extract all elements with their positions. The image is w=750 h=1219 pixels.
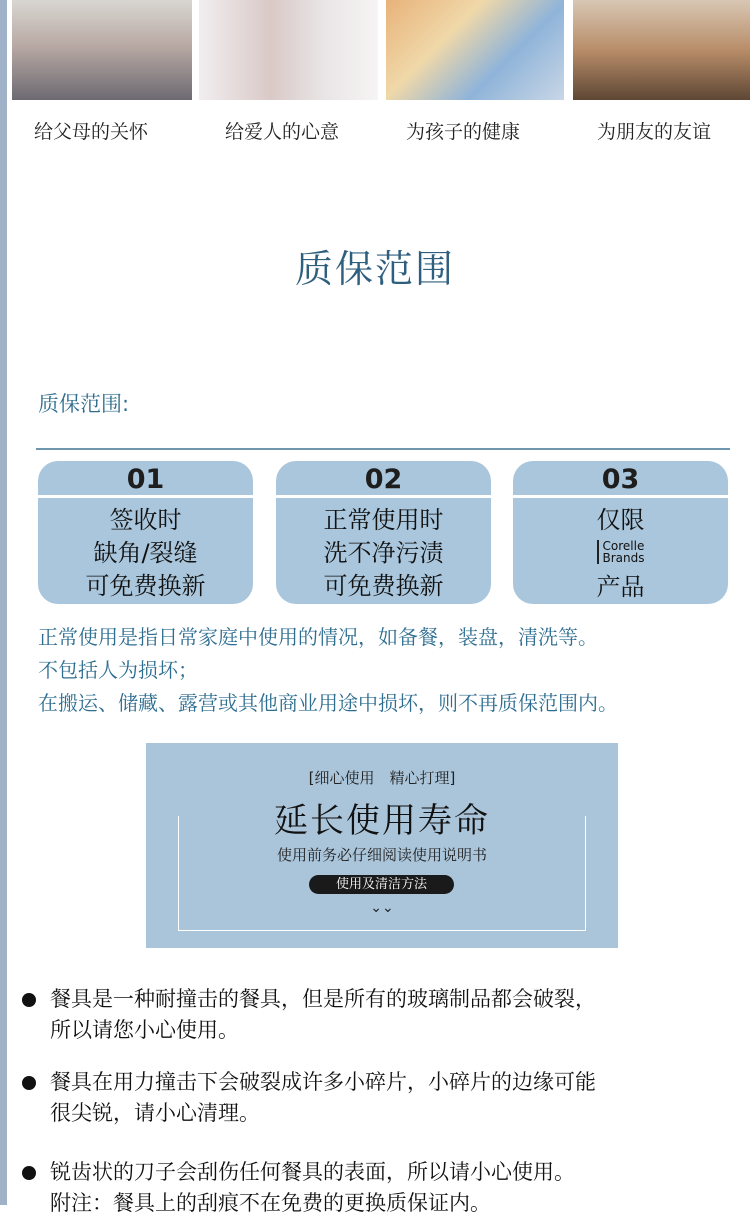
bullet-icon [22,1166,36,1180]
caution-line: 附注：餐具上的刮痕不在免费的更换质保证内。 [50,1191,491,1215]
note-exclusion: 不包括人为损坏； [38,658,198,682]
lover-photo [199,0,378,100]
warranty-card-1 [38,461,253,604]
card-number: 02 [276,461,491,498]
note-normal-use: 正常使用是指日常家庭中使用的情况，如备餐，装盘，清洗等。 [38,625,598,649]
corelle-brands-logo [597,540,645,564]
left-edge-rule [0,0,7,1205]
banner-heading: 延长使用寿命 [274,801,490,841]
bullet-icon [22,993,36,1007]
gift-caption-friends: 为朋友的友谊 [597,121,712,143]
child-photo [386,0,564,100]
warranty-card-3 [513,461,728,604]
care-banner [146,743,618,948]
bullet-icon [22,1076,36,1090]
usage-cleaning-button[interactable]: 使用及清洁方法 [309,875,454,894]
card-line: 洗不净污渍 [323,539,444,567]
caution-line: 所以请您小心使用。 [50,1018,239,1042]
caution-item [22,1157,575,1219]
caution-item [22,1067,596,1129]
scope-divider [36,448,730,450]
card-number: 03 [513,461,728,498]
brand-word: Corelle [602,539,645,553]
gift-caption-lover: 给爱人的心意 [225,121,340,143]
parents-photo [12,0,192,100]
card-number: 01 [38,461,253,498]
caution-line: 很尖锐，请小心清理。 [50,1101,260,1125]
warranty-card-2 [276,461,491,604]
gift-caption-parents: 给父母的关怀 [34,121,149,143]
banner-subtitle: 使用前务必仔细阅读使用说明书 [276,846,487,864]
caution-line: 锐齿状的刀子会刮伤任何餐具的表面，所以请小心使用。 [50,1160,575,1184]
brand-word: Brands [602,551,645,565]
card-line: 可免费换新 [85,572,206,600]
card-line: 签收时 [109,506,182,534]
caution-line: 餐具是一种耐撞击的餐具，但是所有的玻璃制品都会破裂， [50,987,596,1011]
card-line: 产品 [596,573,645,601]
chevron-down-icon: ⌄⌄ [370,900,394,916]
caution-line: 餐具在用力撞击下会破裂成许多小碎片，小碎片的边缘可能 [50,1070,596,1094]
scope-label: 质保范围: [38,392,130,416]
card-line: 缺角/裂缝 [93,539,198,567]
friends-photo [573,0,750,100]
card-line: 仅限 [596,506,645,534]
card-line: 可免费换新 [323,572,444,600]
card-line: 正常使用时 [323,506,444,534]
gift-caption-child: 为孩子的健康 [406,121,521,143]
note-commercial: 在搬运、储藏、露营或其他商业用途中损坏，则不再质保范围内。 [38,691,618,715]
section-title: 质保范围 [294,247,455,291]
banner-tagline: [细心使用 精心打理] [308,769,456,787]
caution-item [22,984,596,1046]
